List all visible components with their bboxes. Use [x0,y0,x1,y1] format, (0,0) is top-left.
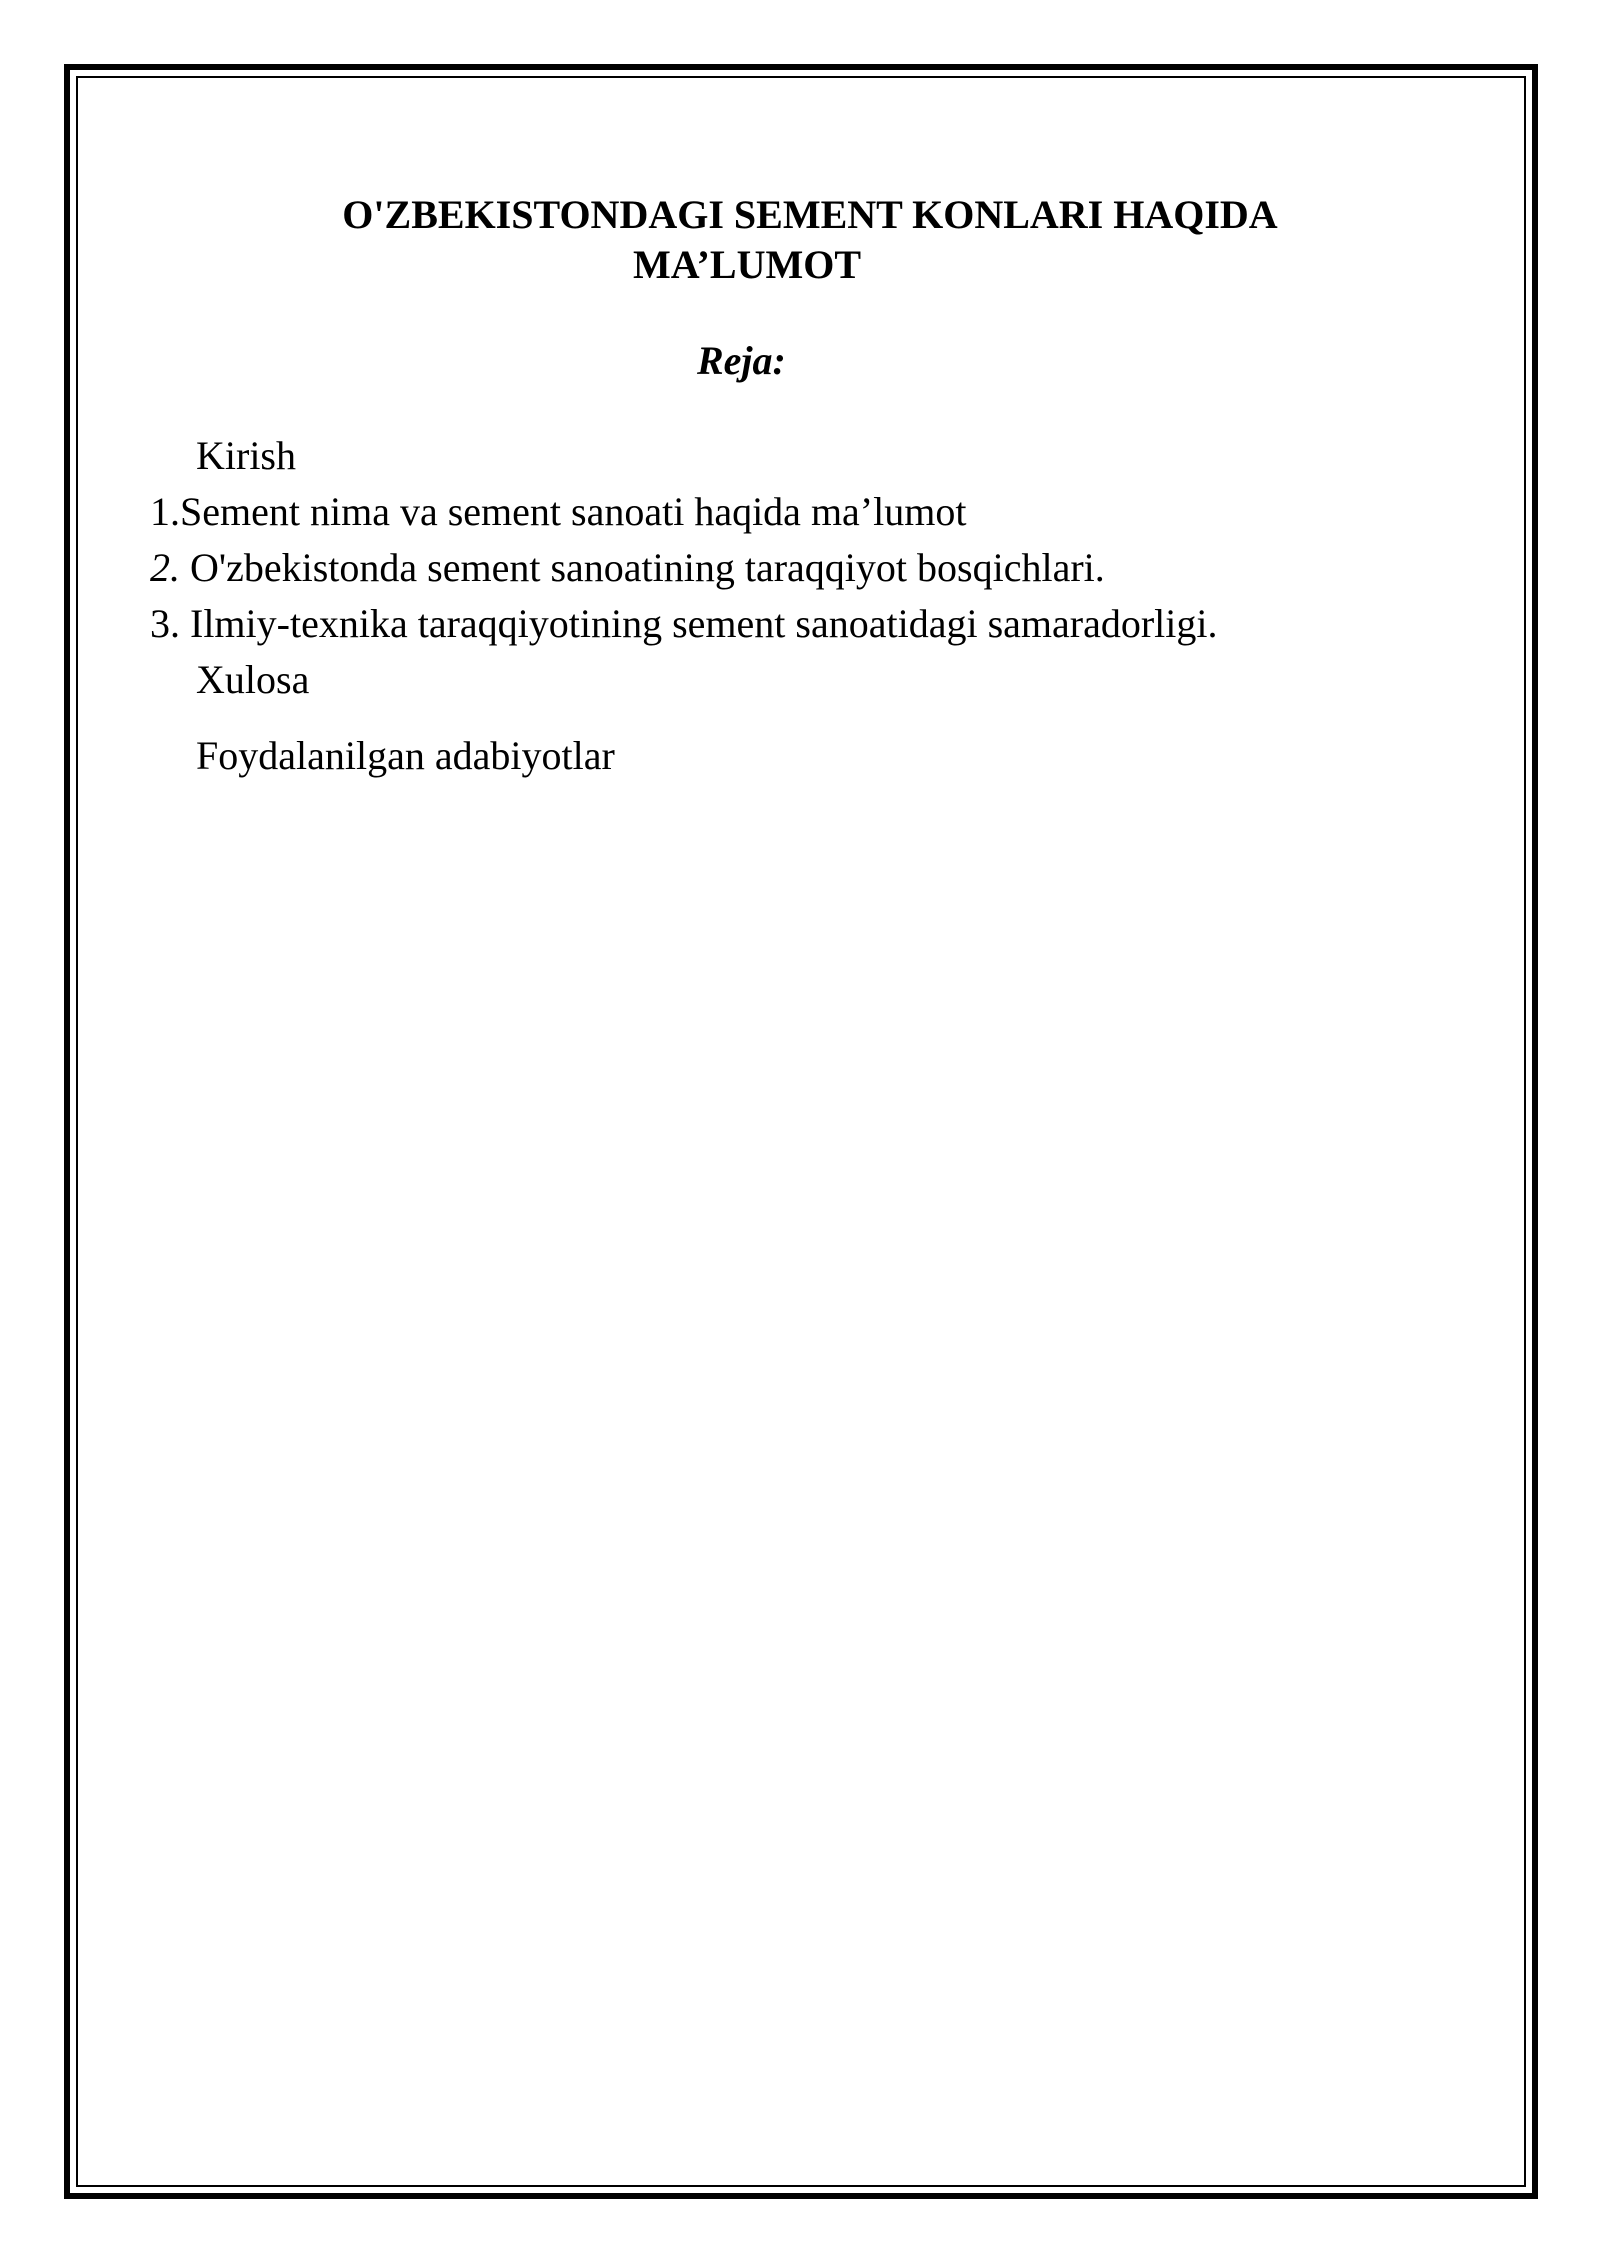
document-title-line-2: MA’LUMOT [632,242,862,287]
plan-item-text: Xulosa [196,657,310,702]
plan-item-2 [150,540,1218,596]
plan-item-text: Ilmiy-texnika taraqqiyotining sement sanoatidagi samaradorligi. [180,601,1218,646]
plan-item-text: Sement nima va sement sanoati haqida ma’lumot [180,489,967,534]
plan-item-references [150,728,1218,784]
plan-item-number: 1. [150,489,180,534]
plan-item-introduction [150,428,1218,484]
document-title [160,190,1460,290]
document-title-line-1: O'ZBEKISTONDAGI SEMENT KONLARI HAQIDA [342,192,1278,237]
plan-item-text: O'zbekistonda sement sanoatining taraqqiyot bosqichlari. [180,545,1105,590]
plan-item-1 [150,484,1218,540]
plan-item-number: 3. [150,601,180,646]
plan-item-3 [150,596,1218,652]
plan-item-text: Kirish [196,433,296,478]
plan-list [150,428,1218,784]
page-border-inner [76,76,1526,2187]
plan-heading: Reja: [697,338,786,383]
plan-item-conclusion [150,652,1218,708]
plan-item-number: 2. [150,545,180,590]
plan-item-text: Foydalanilgan adabiyotlar [196,733,615,778]
